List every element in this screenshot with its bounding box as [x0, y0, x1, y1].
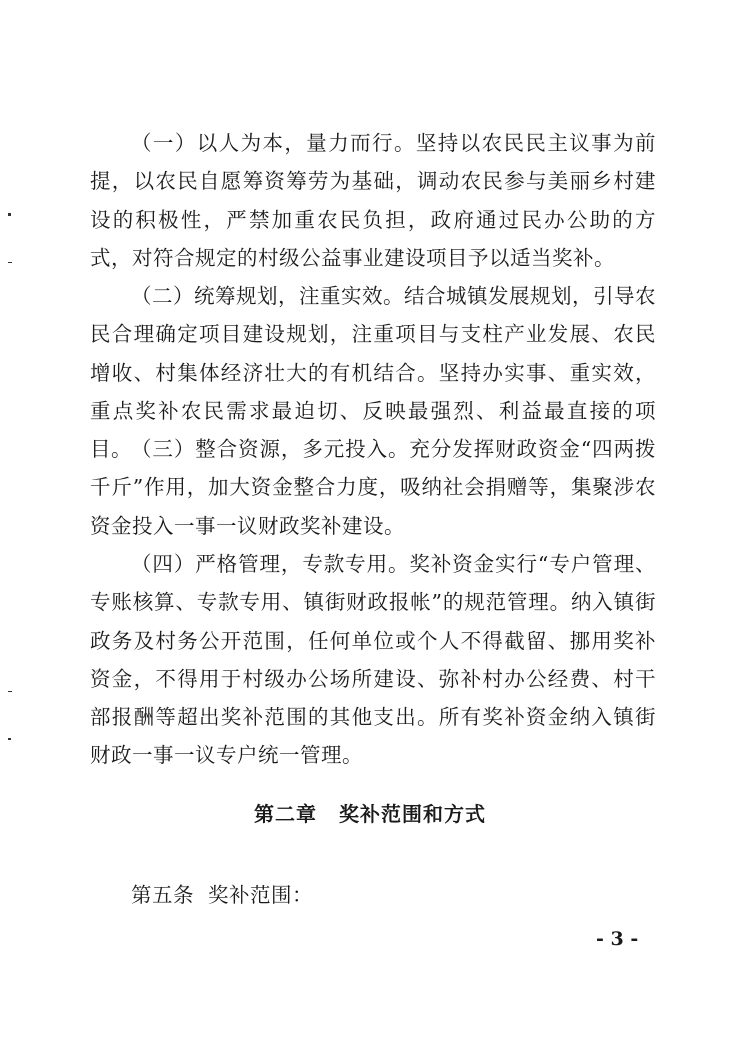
chapter-number: 第二章	[254, 802, 317, 826]
paragraph-principle-2: （二）统筹规划，注重实效。结合城镇发展规划，引导农民合理确定项目建设规划，注重项目与支柱产业发展、农民增收、村集体经济壮大的有机结合。坚持办实事、重实效，重点奖补农民需求最迫切、反映最强烈、利益最直接的项目。	[90, 284, 656, 462]
article-title: 奖补范围：	[208, 883, 313, 907]
paragraph-principle-4: （四）严格管理，专款专用。奖补资金实行“专户管理、专账核算、专款专用、镇街财政报帐”的规范管理。纳入镇街政务及村务公开范围，任何单位或个人不得截留、挪用奖补资金，不得用于村级办公场所建设、弥补村办公经费、村干部报酬等超出奖补范围的其他支出。所有奖补资金纳入镇街财政一事一议专户统一管理。	[90, 552, 656, 768]
page-number: - 3 -	[596, 928, 639, 950]
paragraph-principle-1: （一）以人为本，量力而行。坚持以农民民主议事为前提，以农民自愿筹资筹劳为基础，调动农民参与美丽乡村建设的积极性，严禁加重农民负担，政府通过民办公助的方式，对符合规定的村级公益事业建设项目予以适当奖补。	[90, 131, 656, 270]
scan-speck	[8, 691, 12, 692]
scan-speck	[8, 738, 11, 740]
scan-speck	[8, 262, 12, 263]
article-number: 第五条	[131, 883, 194, 907]
chapter-heading	[0, 798, 740, 827]
article-heading	[131, 878, 313, 908]
chapter-title: 奖补范围和方式	[339, 802, 486, 826]
paragraph-principle-3: （三）整合资源，多元投入。充分发挥财政资金“四两拨千斤”作用，加大资金整合力度，吸纳社会捐赠等，集聚涉农资金投入一事一议财政奖补建设。	[90, 437, 656, 538]
scan-speck	[8, 213, 11, 216]
